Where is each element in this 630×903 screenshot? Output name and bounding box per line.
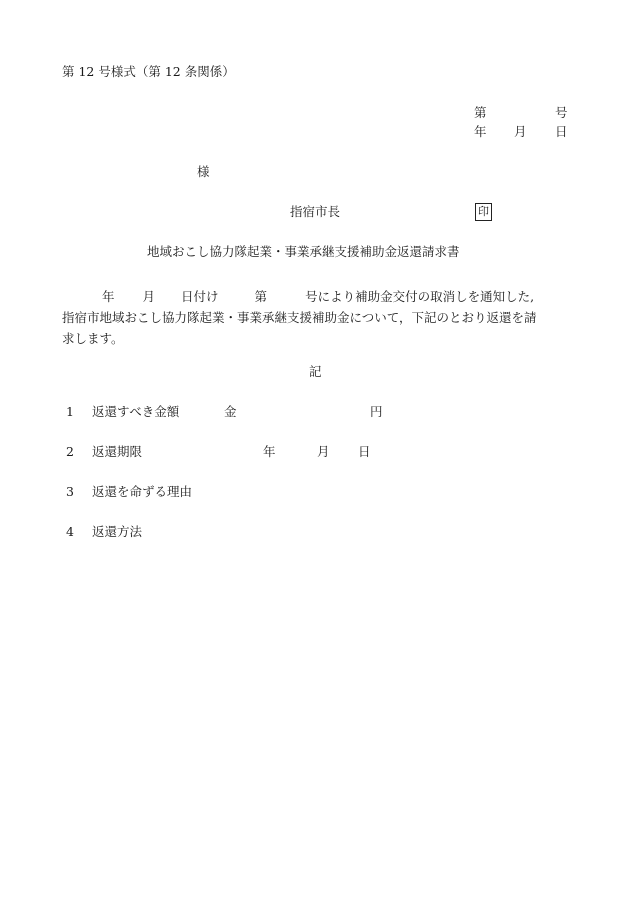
item-3 [66, 486, 192, 499]
body-dated: 日付け [181, 289, 219, 304]
document-title: 地域おこし協力隊起業・事業承継支援補助金返還請求書 [147, 244, 460, 259]
body-paragraph [62, 286, 572, 349]
body-line1-rest: 号により補助金交付の取消しを通知した, [305, 289, 535, 304]
item-2-year: 年 [263, 444, 276, 459]
body-month: 月 [142, 289, 156, 304]
issuer: 指宿市長 [290, 204, 341, 219]
date-month: 月 [514, 124, 527, 139]
doc-number-suffix: 号 [555, 105, 568, 120]
item-1-label: 返還すべき金額 [92, 404, 180, 419]
item-4 [66, 526, 142, 539]
body-line-3: 求します。 [62, 331, 124, 346]
addressee-honorific: 様 [197, 164, 210, 179]
item-4-label: 返還方法 [92, 524, 143, 539]
item-1 [66, 406, 179, 419]
ki-heading: 記 [309, 364, 322, 379]
body-line-2: 指宿市地域おこし協力隊起業・事業承継支援補助金について，下記のとおり返還を請 [62, 310, 537, 325]
date-year: 年 [474, 124, 487, 139]
doc-number-prefix: 第 [474, 105, 487, 120]
body-year: 年 [102, 289, 115, 304]
item-2-day: 日 [358, 444, 371, 459]
item-3-label: 返還を命ずる理由 [92, 484, 193, 499]
item-2-label: 返還期限 [92, 444, 143, 459]
item-2 [66, 446, 142, 459]
form-label: 第 12 号様式（第 12 条関係） [62, 64, 235, 79]
item-1-number: 1 [66, 404, 74, 419]
item-3-number: 3 [66, 484, 74, 499]
item-2-number: 2 [66, 444, 74, 459]
item-1-yen: 円 [370, 404, 383, 419]
item-2-month: 月 [317, 444, 330, 459]
body-line-1 [62, 286, 572, 307]
date-day: 日 [555, 124, 568, 139]
item-1-kin: 金 [224, 404, 237, 419]
seal-stamp: 印 [475, 203, 492, 221]
body-no: 第 [254, 289, 268, 304]
item-4-number: 4 [66, 524, 74, 539]
